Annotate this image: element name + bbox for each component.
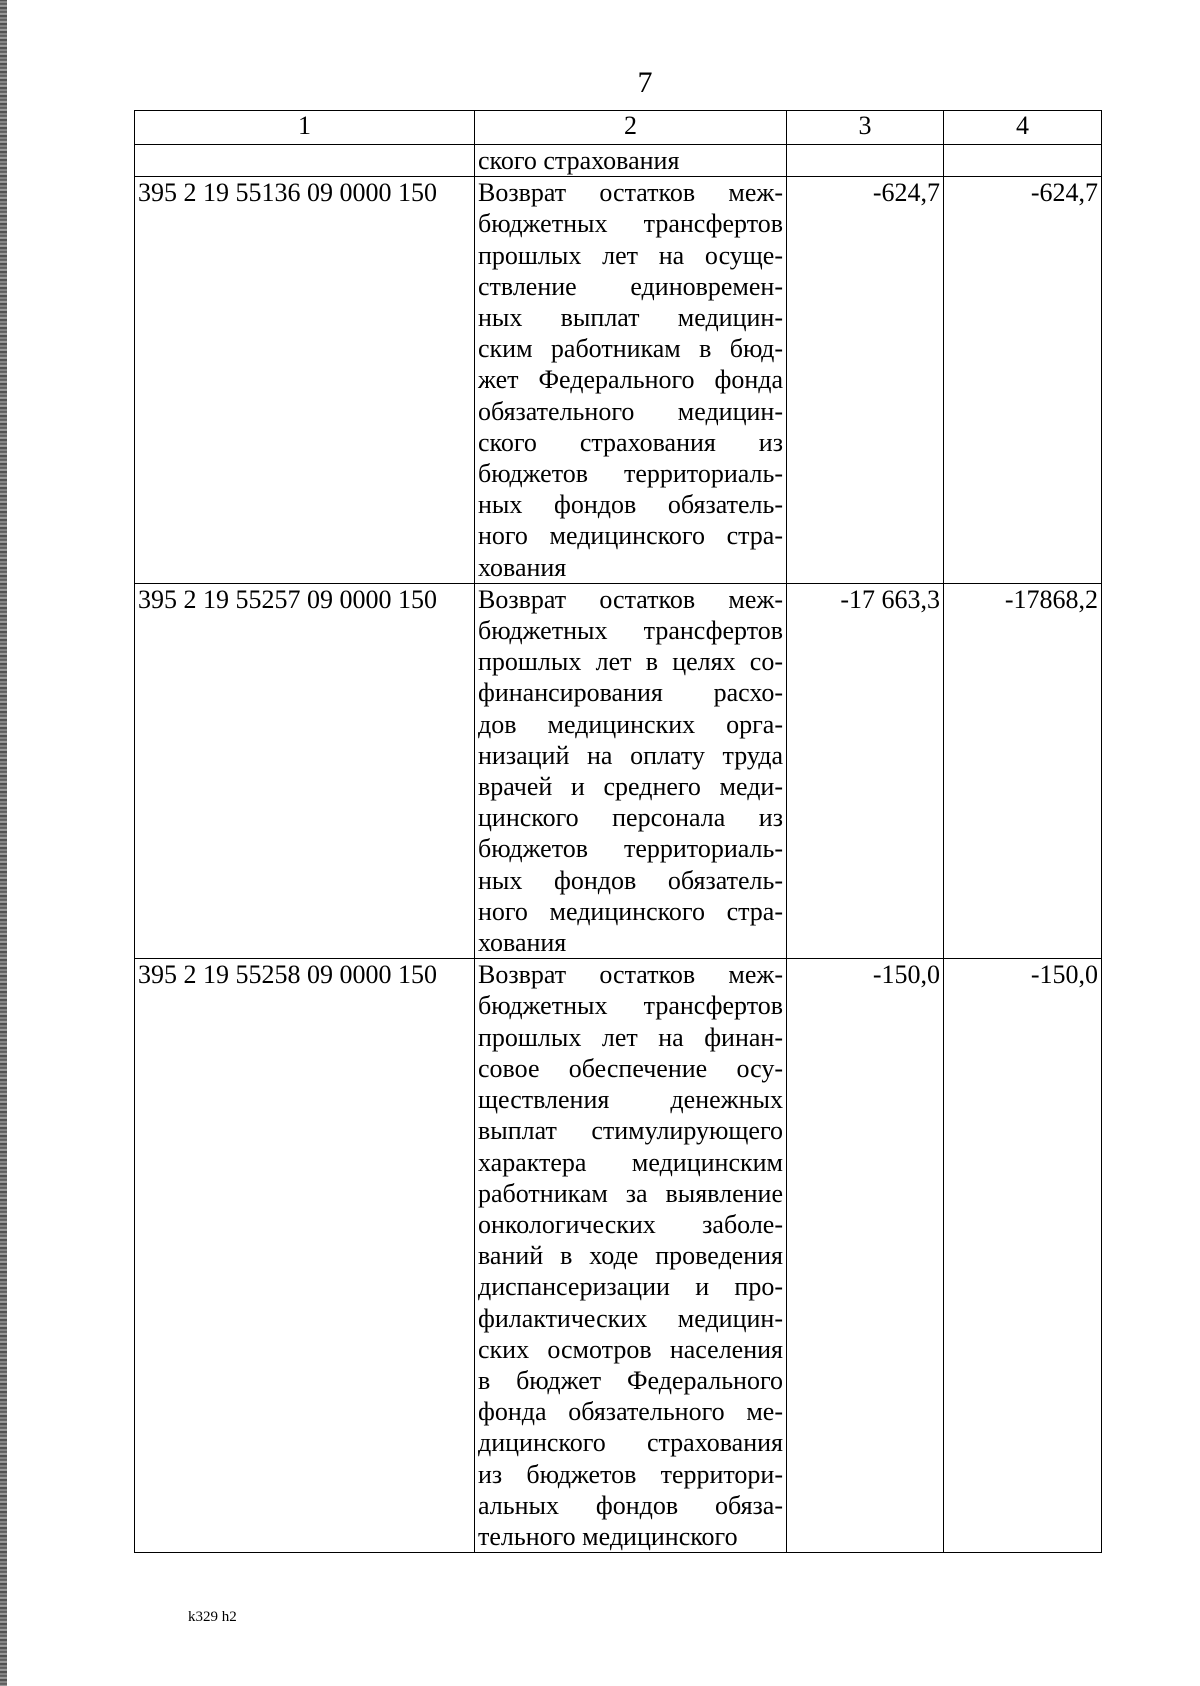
description-line: филактических медицин- — [478, 1303, 783, 1333]
amount-cell-col4: -17868,2 — [944, 583, 1102, 958]
description-line: ского страхования — [478, 146, 680, 175]
column-header-1: 1 — [135, 111, 475, 145]
amount-cell-col3: -624,7 — [787, 177, 944, 584]
description-line: низаций на оплату труда — [478, 740, 783, 770]
description-line: ного медицинского стра- — [478, 896, 783, 926]
table-row — [135, 177, 1102, 584]
description-cell — [475, 583, 787, 958]
description-line: диспансеризации и про- — [478, 1272, 783, 1302]
description-line: финансирования расхо- — [478, 678, 783, 708]
description-line: дицинского страхования — [478, 1428, 783, 1458]
description-line: альных фондов обяза- — [478, 1490, 783, 1520]
description-line: ного медицинского стра- — [478, 521, 783, 551]
description-line: ваний в ходе проведения — [478, 1241, 783, 1271]
description-line: прошлых лет на финан- — [478, 1022, 783, 1052]
amount-cell-col3: -150,0 — [787, 959, 944, 1553]
column-header-3: 3 — [787, 111, 944, 145]
budget-code-cell: 395 2 19 55258 09 0000 150 — [135, 959, 475, 1553]
budget-code-cell — [135, 145, 475, 177]
description-line: обязательного медицин- — [478, 396, 783, 426]
amount-cell-col4 — [944, 145, 1102, 177]
description-line: ных выплат медицин- — [478, 303, 783, 333]
description-line: онкологических заболе- — [478, 1209, 783, 1239]
table-header-row — [135, 111, 1102, 145]
description-line: цинского персонала из — [478, 803, 783, 833]
amount-cell-col3 — [787, 145, 944, 177]
description-line: ствление единовремен- — [478, 271, 783, 301]
description-line: ных фондов обязатель- — [478, 490, 783, 520]
budget-code-cell: 395 2 19 55257 09 0000 150 — [135, 583, 475, 958]
description-cell — [475, 959, 787, 1553]
description-line: фонда обязательного ме- — [478, 1397, 783, 1427]
description-line: Возврат остатков меж- — [478, 960, 783, 990]
amount-cell-col4: -624,7 — [944, 177, 1102, 584]
description-line: бюджетов территориаль- — [478, 834, 783, 864]
description-line: Возврат остатков меж- — [478, 178, 783, 208]
description-line: ществления денежных — [478, 1085, 783, 1115]
table-row — [135, 959, 1102, 1553]
budget-table — [134, 110, 1102, 1553]
description-line: бюджетных трансфертов — [478, 991, 783, 1021]
amount-cell-col3: -17 663,3 — [787, 583, 944, 958]
column-header-2: 2 — [475, 111, 787, 145]
budget-code-cell: 395 2 19 55136 09 0000 150 — [135, 177, 475, 584]
description-line: хования — [478, 552, 567, 582]
description-line: ных фондов обязатель- — [478, 865, 783, 895]
description-line: бюджетных трансфертов — [478, 616, 783, 646]
description-line: в бюджет Федерального — [478, 1365, 783, 1395]
description-line: врачей и среднего меди- — [478, 772, 783, 802]
description-cell — [475, 177, 787, 584]
description-line: жет Федерального фонда — [478, 365, 783, 395]
description-line: характера медицинским — [478, 1147, 783, 1177]
description-cell — [475, 145, 787, 177]
description-line: прошлых лет на осуще- — [478, 240, 783, 270]
column-header-4: 4 — [944, 111, 1102, 145]
scan-edge-shadow — [0, 0, 7, 1686]
description-line: ских осмотров населения — [478, 1334, 783, 1364]
description-line: хования — [478, 928, 567, 958]
description-line: бюджетных трансфертов — [478, 209, 783, 239]
description-line: Возврат остатков меж- — [478, 584, 783, 614]
amount-cell-col4: -150,0 — [944, 959, 1102, 1553]
footer-document-code: k329 h2 — [188, 1609, 237, 1625]
description-line: совое обеспечение осу- — [478, 1053, 783, 1083]
table-row — [135, 145, 1102, 177]
description-line: работникам за выявление — [478, 1178, 783, 1208]
description-line: дов медицинских орга- — [478, 709, 783, 739]
description-line: выплат стимулирующего — [478, 1116, 783, 1146]
description-line: прошлых лет в целях со- — [478, 647, 783, 677]
description-line: бюджетов территориаль- — [478, 459, 783, 489]
table-body — [135, 145, 1102, 1553]
description-line: ским работникам в бюд- — [478, 334, 783, 364]
description-line: ского страхования из — [478, 427, 783, 457]
description-line: из бюджетов территори- — [478, 1459, 783, 1489]
table-row — [135, 583, 1102, 958]
description-line: тельного медицинского — [478, 1521, 738, 1551]
page-number: 7 — [637, 66, 653, 99]
